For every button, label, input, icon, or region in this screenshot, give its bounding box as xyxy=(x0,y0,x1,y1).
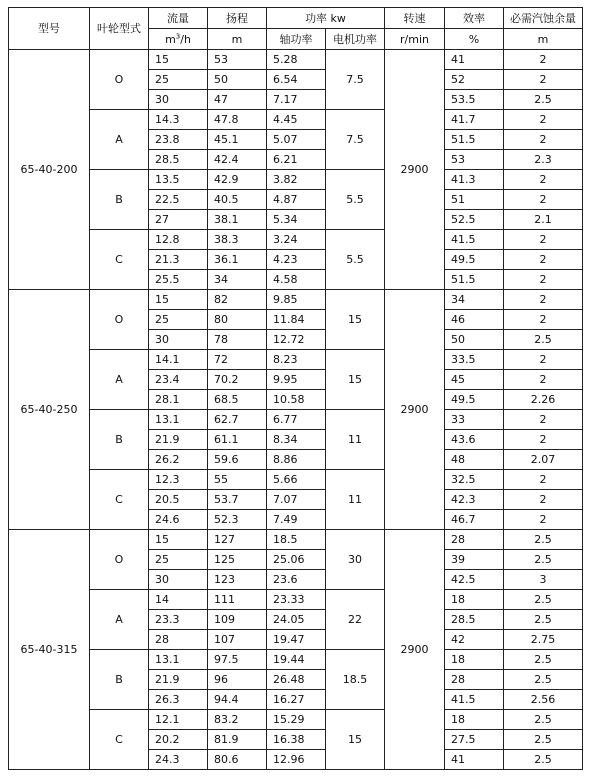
npsh-cell: 2.1 xyxy=(504,210,583,230)
head-cell: 68.5 xyxy=(208,390,267,410)
efficiency-cell: 50 xyxy=(445,330,504,350)
header-npsh-unit: m xyxy=(504,29,583,50)
npsh-cell: 2.5 xyxy=(504,670,583,690)
flow-cell: 14.1 xyxy=(149,350,208,370)
flow-cell: 25.5 xyxy=(149,270,208,290)
head-cell: 61.1 xyxy=(208,430,267,450)
flow-cell: 23.3 xyxy=(149,610,208,630)
head-cell: 94.4 xyxy=(208,690,267,710)
head-cell: 83.2 xyxy=(208,710,267,730)
head-cell: 52.3 xyxy=(208,510,267,530)
table-body xyxy=(9,50,583,770)
shaft-power-cell: 6.54 xyxy=(267,70,326,90)
efficiency-cell: 43.6 xyxy=(445,430,504,450)
head-cell: 111 xyxy=(208,590,267,610)
npsh-cell: 2.5 xyxy=(504,750,583,770)
table-row xyxy=(9,50,583,70)
efficiency-cell: 51.5 xyxy=(445,270,504,290)
header-efficiency-unit: % xyxy=(445,29,504,50)
npsh-cell: 2 xyxy=(504,250,583,270)
shaft-power-cell: 10.58 xyxy=(267,390,326,410)
motor-power-cell: 18.5 xyxy=(326,650,385,710)
head-cell: 59.6 xyxy=(208,450,267,470)
header-motor-power: 电机功率 xyxy=(326,29,385,50)
npsh-cell: 2 xyxy=(504,190,583,210)
npsh-cell: 2.5 xyxy=(504,650,583,670)
shaft-power-cell: 7.49 xyxy=(267,510,326,530)
table-row xyxy=(9,110,583,130)
table-row xyxy=(9,530,583,550)
shaft-power-cell: 25.06 xyxy=(267,550,326,570)
impeller-type-cell: B xyxy=(90,410,149,470)
flow-cell: 21.3 xyxy=(149,250,208,270)
npsh-cell: 2 xyxy=(504,110,583,130)
efficiency-cell: 27.5 xyxy=(445,730,504,750)
efficiency-cell: 49.5 xyxy=(445,390,504,410)
shaft-power-cell: 9.85 xyxy=(267,290,326,310)
npsh-cell: 2.26 xyxy=(504,390,583,410)
head-cell: 82 xyxy=(208,290,267,310)
header-head: 扬程 xyxy=(208,8,267,29)
table-row xyxy=(9,710,583,730)
flow-cell: 30 xyxy=(149,570,208,590)
head-cell: 53.7 xyxy=(208,490,267,510)
shaft-power-cell: 9.95 xyxy=(267,370,326,390)
head-cell: 55 xyxy=(208,470,267,490)
efficiency-cell: 51.5 xyxy=(445,130,504,150)
impeller-type-cell: A xyxy=(90,110,149,170)
shaft-power-cell: 8.86 xyxy=(267,450,326,470)
header-flow: 流量 xyxy=(149,8,208,29)
efficiency-cell: 28 xyxy=(445,670,504,690)
shaft-power-cell: 26.48 xyxy=(267,670,326,690)
shaft-power-cell: 23.6 xyxy=(267,570,326,590)
efficiency-cell: 28.5 xyxy=(445,610,504,630)
shaft-power-cell: 6.77 xyxy=(267,410,326,430)
flow-cell: 12.1 xyxy=(149,710,208,730)
head-cell: 38.1 xyxy=(208,210,267,230)
motor-power-cell: 5.5 xyxy=(326,230,385,290)
flow-cell: 30 xyxy=(149,90,208,110)
shaft-power-cell: 7.07 xyxy=(267,490,326,510)
shaft-power-cell: 3.24 xyxy=(267,230,326,250)
head-cell: 80.6 xyxy=(208,750,267,770)
shaft-power-cell: 19.47 xyxy=(267,630,326,650)
shaft-power-cell: 12.96 xyxy=(267,750,326,770)
npsh-cell: 2 xyxy=(504,490,583,510)
head-cell: 34 xyxy=(208,270,267,290)
npsh-cell: 2 xyxy=(504,70,583,90)
efficiency-cell: 41.3 xyxy=(445,170,504,190)
flow-cell: 27 xyxy=(149,210,208,230)
efficiency-cell: 42 xyxy=(445,630,504,650)
flow-cell: 13.1 xyxy=(149,410,208,430)
flow-cell: 24.3 xyxy=(149,750,208,770)
flow-cell: 23.4 xyxy=(149,370,208,390)
efficiency-cell: 46 xyxy=(445,310,504,330)
header-npsh: 必需汽蚀余量 xyxy=(504,8,583,29)
shaft-power-cell: 5.07 xyxy=(267,130,326,150)
shaft-power-cell: 16.38 xyxy=(267,730,326,750)
npsh-cell: 2.5 xyxy=(504,550,583,570)
npsh-cell: 2.5 xyxy=(504,530,583,550)
shaft-power-cell: 8.23 xyxy=(267,350,326,370)
flow-cell: 30 xyxy=(149,330,208,350)
npsh-cell: 2.5 xyxy=(504,590,583,610)
npsh-cell: 2.07 xyxy=(504,450,583,470)
head-cell: 97.5 xyxy=(208,650,267,670)
efficiency-cell: 46.7 xyxy=(445,510,504,530)
motor-power-cell: 15 xyxy=(326,290,385,350)
flow-cell: 28.1 xyxy=(149,390,208,410)
shaft-power-cell: 4.45 xyxy=(267,110,326,130)
efficiency-cell: 52 xyxy=(445,70,504,90)
npsh-cell: 2.56 xyxy=(504,690,583,710)
head-cell: 70.2 xyxy=(208,370,267,390)
head-cell: 40.5 xyxy=(208,190,267,210)
table-row xyxy=(9,410,583,430)
npsh-cell: 2 xyxy=(504,230,583,250)
head-cell: 107 xyxy=(208,630,267,650)
shaft-power-cell: 15.29 xyxy=(267,710,326,730)
motor-power-cell: 15 xyxy=(326,350,385,410)
npsh-cell: 2 xyxy=(504,350,583,370)
header-shaft-power: 轴功率 xyxy=(267,29,326,50)
flow-cell: 28 xyxy=(149,630,208,650)
npsh-cell: 2 xyxy=(504,50,583,70)
head-cell: 42.4 xyxy=(208,150,267,170)
impeller-type-cell: C xyxy=(90,230,149,290)
table-row xyxy=(9,290,583,310)
npsh-cell: 3 xyxy=(504,570,583,590)
efficiency-cell: 42.3 xyxy=(445,490,504,510)
impeller-type-cell: O xyxy=(90,530,149,590)
flow-cell: 15 xyxy=(149,50,208,70)
npsh-cell: 2.75 xyxy=(504,630,583,650)
shaft-power-cell: 3.82 xyxy=(267,170,326,190)
efficiency-cell: 32.5 xyxy=(445,470,504,490)
npsh-cell: 2 xyxy=(504,510,583,530)
header-speed: 转速 xyxy=(385,8,445,29)
shaft-power-cell: 7.17 xyxy=(267,90,326,110)
motor-power-cell: 5.5 xyxy=(326,170,385,230)
speed-cell: 2900 xyxy=(385,50,445,290)
head-cell: 62.7 xyxy=(208,410,267,430)
flow-cell: 14.3 xyxy=(149,110,208,130)
head-cell: 81.9 xyxy=(208,730,267,750)
npsh-cell: 2.5 xyxy=(504,730,583,750)
head-cell: 53 xyxy=(208,50,267,70)
head-cell: 45.1 xyxy=(208,130,267,150)
efficiency-cell: 52.5 xyxy=(445,210,504,230)
speed-cell: 2900 xyxy=(385,290,445,530)
efficiency-cell: 53.5 xyxy=(445,90,504,110)
efficiency-cell: 18 xyxy=(445,710,504,730)
efficiency-cell: 41.7 xyxy=(445,110,504,130)
flow-unit-tail: /h xyxy=(180,32,191,46)
table-row xyxy=(9,650,583,670)
head-cell: 125 xyxy=(208,550,267,570)
flow-cell: 25 xyxy=(149,70,208,90)
flow-cell: 25 xyxy=(149,310,208,330)
header-flow-unit xyxy=(149,29,208,50)
efficiency-cell: 51 xyxy=(445,190,504,210)
model-cell: 65-40-200 xyxy=(9,50,90,290)
flow-cell: 15 xyxy=(149,290,208,310)
impeller-type-cell: A xyxy=(90,590,149,650)
motor-power-cell: 11 xyxy=(326,410,385,470)
efficiency-cell: 41.5 xyxy=(445,690,504,710)
flow-cell: 28.5 xyxy=(149,150,208,170)
npsh-cell: 2 xyxy=(504,430,583,450)
flow-cell: 14 xyxy=(149,590,208,610)
flow-unit-base: m xyxy=(165,32,176,46)
pump-performance-table-container xyxy=(8,7,583,770)
impeller-type-cell: O xyxy=(90,290,149,350)
shaft-power-cell: 12.72 xyxy=(267,330,326,350)
motor-power-cell: 15 xyxy=(326,710,385,770)
npsh-cell: 2 xyxy=(504,470,583,490)
shaft-power-cell: 24.05 xyxy=(267,610,326,630)
motor-power-cell: 7.5 xyxy=(326,110,385,170)
npsh-cell: 2.5 xyxy=(504,610,583,630)
shaft-power-cell: 8.34 xyxy=(267,430,326,450)
pump-performance-table xyxy=(8,7,583,770)
shaft-power-cell: 5.34 xyxy=(267,210,326,230)
npsh-cell: 2.5 xyxy=(504,90,583,110)
npsh-cell: 2 xyxy=(504,130,583,150)
head-cell: 36.1 xyxy=(208,250,267,270)
flow-cell: 12.3 xyxy=(149,470,208,490)
impeller-type-cell: B xyxy=(90,170,149,230)
motor-power-cell: 22 xyxy=(326,590,385,650)
shaft-power-cell: 5.66 xyxy=(267,470,326,490)
head-cell: 123 xyxy=(208,570,267,590)
shaft-power-cell: 11.84 xyxy=(267,310,326,330)
shaft-power-cell: 18.5 xyxy=(267,530,326,550)
head-cell: 72 xyxy=(208,350,267,370)
flow-cell: 26.3 xyxy=(149,690,208,710)
flow-cell: 22.5 xyxy=(149,190,208,210)
head-cell: 38.3 xyxy=(208,230,267,250)
efficiency-cell: 48 xyxy=(445,450,504,470)
flow-cell: 13.5 xyxy=(149,170,208,190)
motor-power-cell: 30 xyxy=(326,530,385,590)
shaft-power-cell: 19.44 xyxy=(267,650,326,670)
shaft-power-cell: 4.58 xyxy=(267,270,326,290)
head-cell: 47.8 xyxy=(208,110,267,130)
model-cell: 65-40-315 xyxy=(9,530,90,770)
shaft-power-cell: 23.33 xyxy=(267,590,326,610)
impeller-type-cell: B xyxy=(90,650,149,710)
table-row xyxy=(9,590,583,610)
flow-cell: 21.9 xyxy=(149,670,208,690)
npsh-cell: 2 xyxy=(504,310,583,330)
motor-power-cell: 11 xyxy=(326,470,385,530)
npsh-cell: 2 xyxy=(504,290,583,310)
npsh-cell: 2 xyxy=(504,410,583,430)
efficiency-cell: 33.5 xyxy=(445,350,504,370)
flow-cell: 24.6 xyxy=(149,510,208,530)
header-speed-unit: r/min xyxy=(385,29,445,50)
flow-cell: 15 xyxy=(149,530,208,550)
model-cell: 65-40-250 xyxy=(9,290,90,530)
table-row xyxy=(9,470,583,490)
efficiency-cell: 18 xyxy=(445,590,504,610)
header-efficiency: 效率 xyxy=(445,8,504,29)
head-cell: 127 xyxy=(208,530,267,550)
efficiency-cell: 18 xyxy=(445,650,504,670)
efficiency-cell: 49.5 xyxy=(445,250,504,270)
motor-power-cell: 7.5 xyxy=(326,50,385,110)
flow-cell: 20.5 xyxy=(149,490,208,510)
efficiency-cell: 42.5 xyxy=(445,570,504,590)
npsh-cell: 2 xyxy=(504,370,583,390)
efficiency-cell: 33 xyxy=(445,410,504,430)
header-impeller: 叶轮型式 xyxy=(90,8,149,50)
npsh-cell: 2.5 xyxy=(504,330,583,350)
flow-cell: 25 xyxy=(149,550,208,570)
table-header xyxy=(9,8,583,50)
shaft-power-cell: 4.23 xyxy=(267,250,326,270)
head-cell: 109 xyxy=(208,610,267,630)
efficiency-cell: 28 xyxy=(445,530,504,550)
flow-cell: 20.2 xyxy=(149,730,208,750)
flow-cell: 13.1 xyxy=(149,650,208,670)
shaft-power-cell: 16.27 xyxy=(267,690,326,710)
npsh-cell: 2 xyxy=(504,170,583,190)
shaft-power-cell: 4.87 xyxy=(267,190,326,210)
speed-cell: 2900 xyxy=(385,530,445,770)
impeller-type-cell: O xyxy=(90,50,149,110)
impeller-type-cell: C xyxy=(90,470,149,530)
shaft-power-cell: 6.21 xyxy=(267,150,326,170)
header-model: 型号 xyxy=(9,8,90,50)
npsh-cell: 2 xyxy=(504,270,583,290)
efficiency-cell: 39 xyxy=(445,550,504,570)
table-row xyxy=(9,230,583,250)
npsh-cell: 2.3 xyxy=(504,150,583,170)
header-power: 功率 kw xyxy=(267,8,385,29)
header-head-unit: m xyxy=(208,29,267,50)
efficiency-cell: 53 xyxy=(445,150,504,170)
flow-cell: 23.8 xyxy=(149,130,208,150)
impeller-type-cell: C xyxy=(90,710,149,770)
impeller-type-cell: A xyxy=(90,350,149,410)
flow-cell: 12.8 xyxy=(149,230,208,250)
header-row-1 xyxy=(9,8,583,29)
shaft-power-cell: 5.28 xyxy=(267,50,326,70)
flow-cell: 21.9 xyxy=(149,430,208,450)
head-cell: 50 xyxy=(208,70,267,90)
efficiency-cell: 34 xyxy=(445,290,504,310)
efficiency-cell: 41.5 xyxy=(445,230,504,250)
efficiency-cell: 45 xyxy=(445,370,504,390)
head-cell: 80 xyxy=(208,310,267,330)
flow-unit-superscript: 3 xyxy=(175,31,181,40)
table-row xyxy=(9,170,583,190)
head-cell: 42.9 xyxy=(208,170,267,190)
npsh-cell: 2.5 xyxy=(504,710,583,730)
flow-cell: 26.2 xyxy=(149,450,208,470)
head-cell: 78 xyxy=(208,330,267,350)
table-row xyxy=(9,350,583,370)
efficiency-cell: 41 xyxy=(445,50,504,70)
head-cell: 96 xyxy=(208,670,267,690)
head-cell: 47 xyxy=(208,90,267,110)
efficiency-cell: 41 xyxy=(445,750,504,770)
